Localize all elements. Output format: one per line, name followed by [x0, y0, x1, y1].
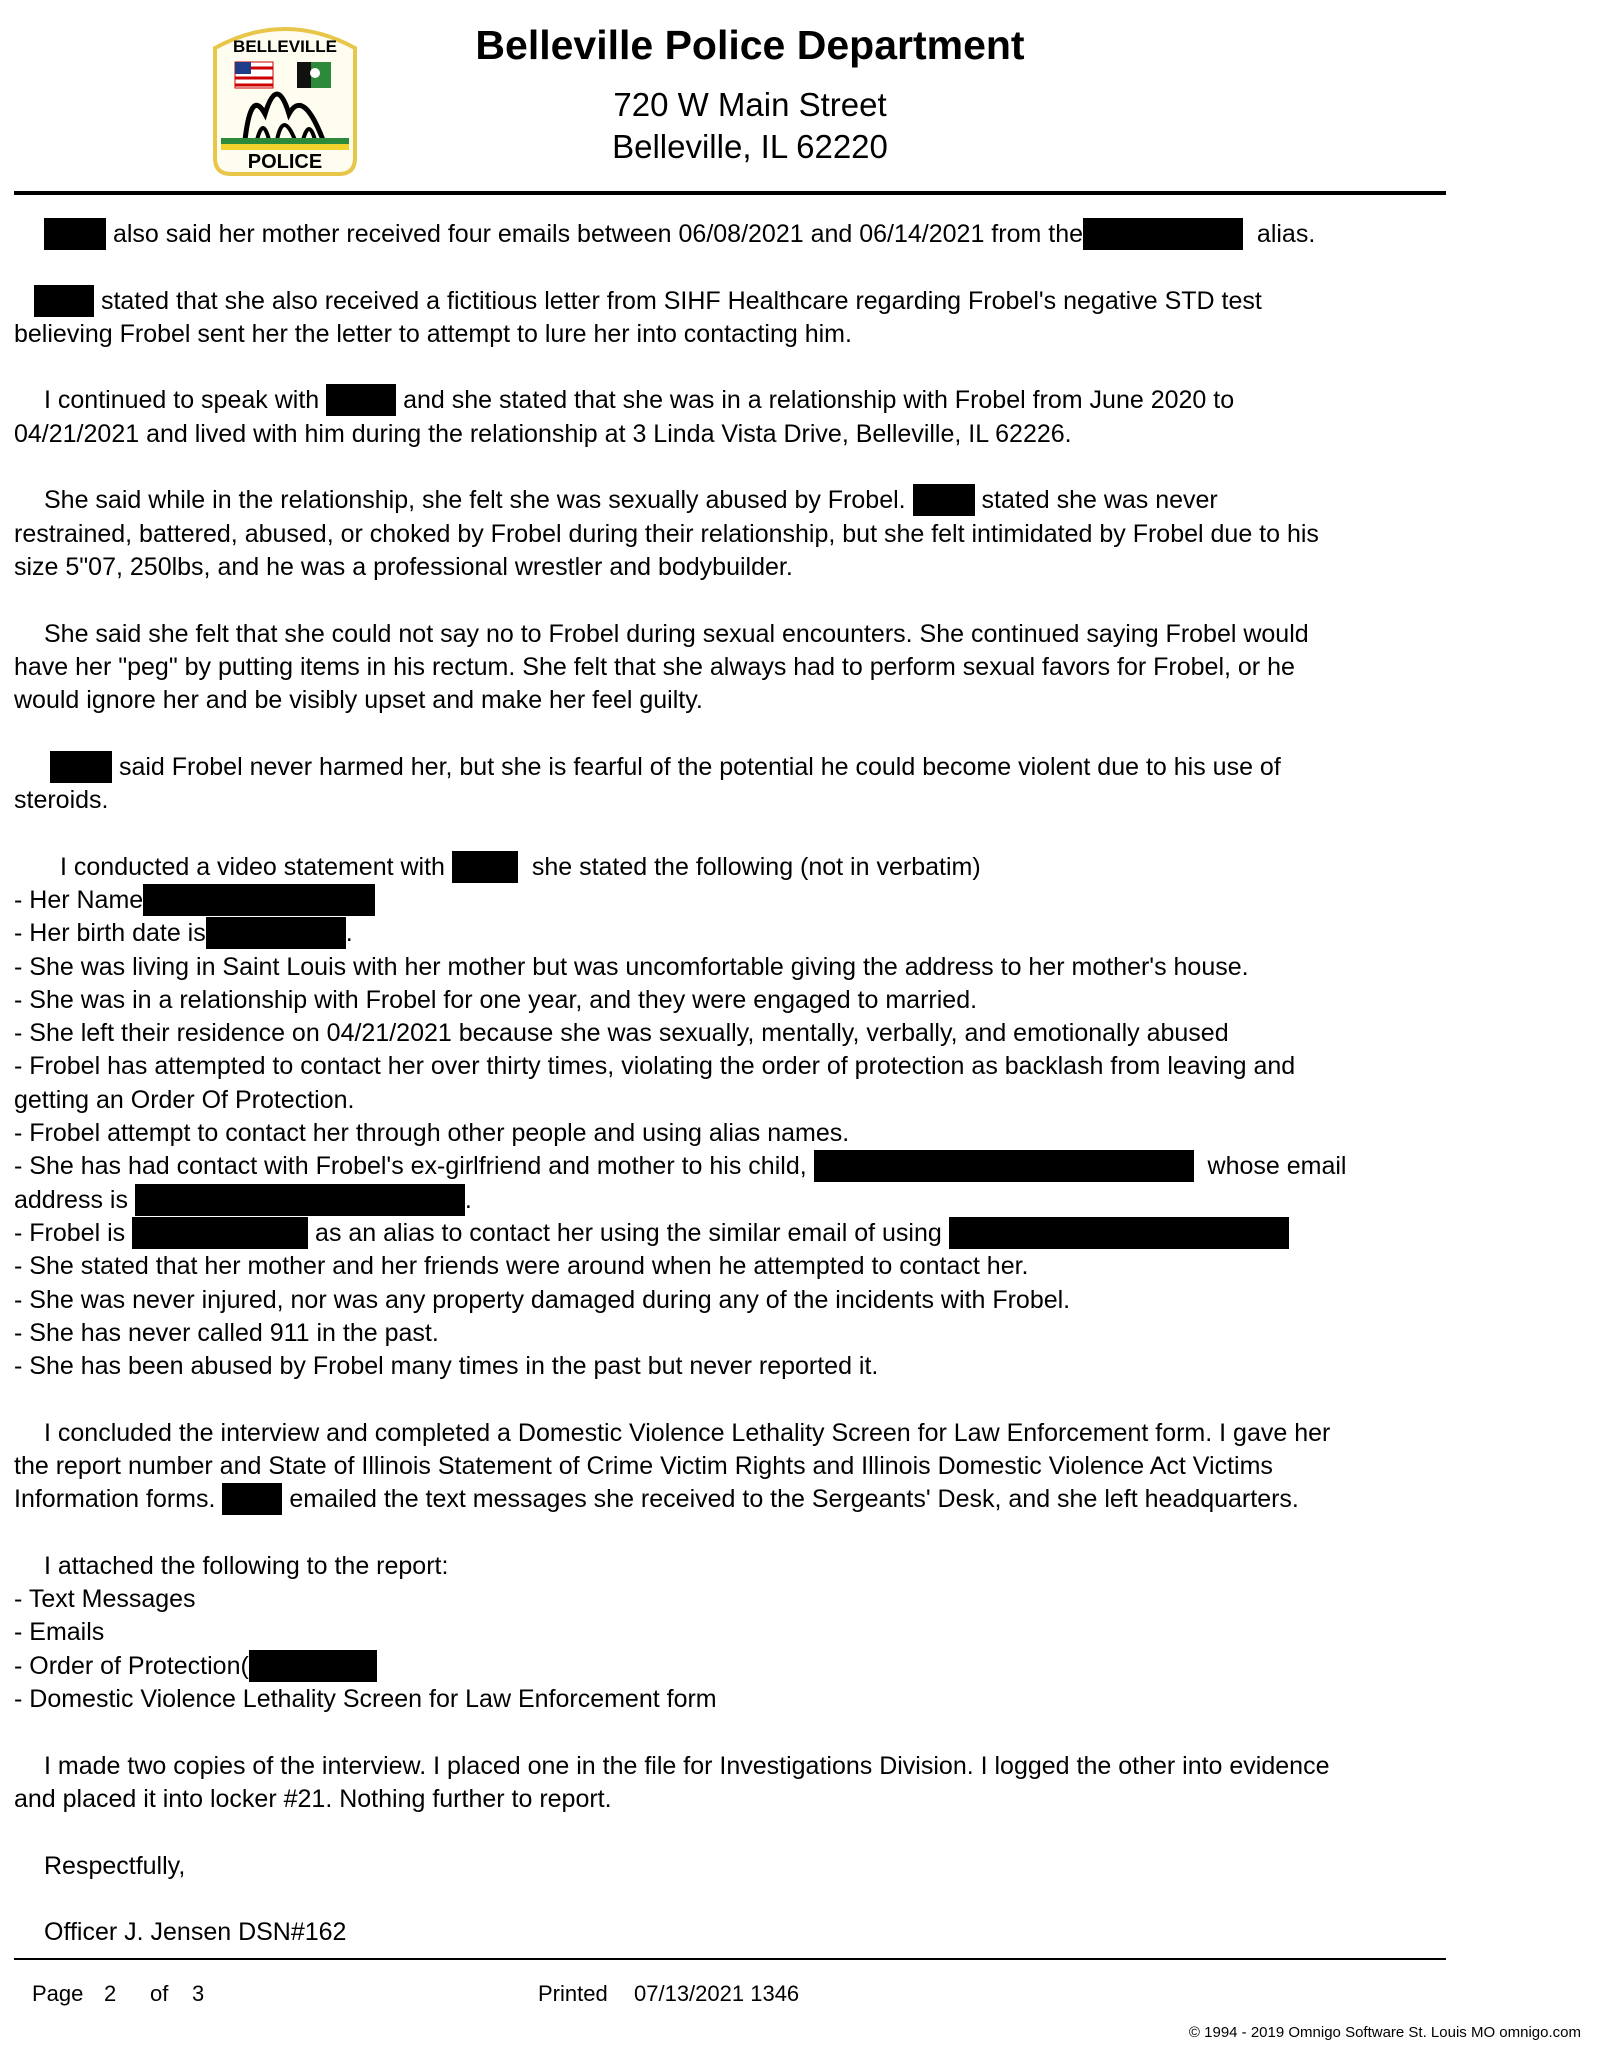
redaction: [222, 1483, 282, 1515]
redaction: [44, 218, 106, 250]
page-total: 3: [192, 1981, 205, 2006]
redaction: [50, 751, 112, 783]
attachment-list: I attached the following to the report: - Text Messages - Emails - Order of Protection( - Domestic Violence Lethality Screen for Law Enforcement form: [14, 1551, 717, 1714]
report-body: [14, 218, 1454, 1983]
redaction: [143, 884, 375, 916]
redaction: [1083, 218, 1243, 250]
department-street: 720 W Main Street: [613, 86, 887, 123]
paragraph: also said her mother received four emails between 06/08/2021 and 06/14/2021 from the alias.: [14, 218, 1454, 251]
paragraph: I made two copies of the interview. I placed one in the file for Investigations Division. I logged the other into evidence and placed it into locker #21. Nothing further to report.: [14, 1751, 1330, 1813]
paragraph: I continued to speak with and she stated that she was in a relationship with Frobel from June 2020 to 04/21/2021 and lived with him during the relationship at 3 Linda Vista Drive, Belleville, IL 62226.: [14, 386, 1235, 448]
svg-text:POLICE: POLICE: [247, 151, 323, 173]
page-of-label: of: [150, 1981, 169, 2006]
paragraph: She said while in the relationship, she felt she was sexually abused by Frobel. stated she was never restrained, battered, abused, or choked by Frobel during their relationship, but she felt intimidated by Frobel due to his size 5"07, 250lbs, and he was a professional wrestler and bodybuilder.: [14, 486, 1319, 581]
svg-text:BELLEVILLE: BELLEVILLE: [233, 37, 337, 56]
printed-label: Printed: [538, 1981, 608, 2006]
signature: Officer J. Jensen DSN#162: [44, 1918, 347, 1947]
paragraph: I concluded the interview and completed a Domestic Violence Lethality Screen for Law Enforcement form. I gave her the report number and State of Illinois Statement of Crime Victim Rights and Illinois Domestic Violence Act Victims Information forms. emailed the text messages she received to the Sergeants' Desk, and she left headquarters.: [14, 1418, 1331, 1514]
paragraph: She said she felt that she could not say no to Frobel during sexual encounters. She continued saying Frobel would have her "peg" by putting items in his rectum. She felt that she always had to perform sexual favors for Frobel, or he would ignore her and be visibly upset and make her feel guilty.: [14, 619, 1309, 715]
redaction: [135, 1184, 465, 1216]
copyright-notice: © 1994 - 2019 Omnigo Software St. Louis MO omnigo.com: [1188, 2024, 1581, 2041]
header-rule: [14, 191, 1446, 195]
redaction: [206, 917, 346, 949]
redaction: [913, 484, 975, 516]
redaction: [452, 851, 518, 883]
footer-rule: [14, 1958, 1446, 1960]
printed-timestamp: 07/13/2021 1346: [634, 1981, 800, 2006]
page-label: Page: [32, 1981, 84, 2006]
department-city: Belleville, IL 62220: [612, 128, 888, 165]
redaction: [34, 285, 94, 317]
paragraph: stated that she also received a fictitious letter from SIHF Healthcare regarding Frobel's negative STD test believing Frobel sent her the letter to attempt to lure her into contacting him.: [14, 286, 1262, 348]
redaction: [814, 1150, 1194, 1182]
redaction: [326, 384, 396, 416]
redaction: [132, 1217, 308, 1249]
redaction: [949, 1217, 1289, 1249]
department-name: Belleville Police Department: [475, 22, 1025, 68]
statement-list: I conducted a video statement with she stated the following (not in verbatim) - Her Name - Her birth date is . - She was living in Saint Louis with her mother but was uncomfortable giving the address to her mother's house. - She was in a relationship with Frobel for one year, and they were engaged to married. - She left their residence on 04/21/2021 because she was sexually, mentally, verbally, and emotionally abused - Frobel has attempted to contact her over thirty times, violating the order of protection as backlash from leaving and getting an Order Of Protection. - Frobel attempt to contact her through other people and using alias names. - She has had contact with Frobel's ex-girlfriend and mother to his child, whose email address is . - Frobel is as an alias to contact her using the similar email of using - She stated that her mother and her friends were around when he attempted to contact her. - She was never injured, nor was any property damaged during any of the incidents with Frobel. - She has never called 911 in the past. - She has been abused by Frobel many times in the past but never reported it.: [14, 852, 1347, 1381]
police-badge-logo: [205, 18, 365, 176]
page-number: 2: [104, 1981, 117, 2006]
redaction: [249, 1650, 377, 1682]
closing: Respectfully,: [44, 1851, 186, 1880]
paragraph: said Frobel never harmed her, but she is fearful of the potential he could become violent due to his use of steroids.: [14, 752, 1281, 815]
